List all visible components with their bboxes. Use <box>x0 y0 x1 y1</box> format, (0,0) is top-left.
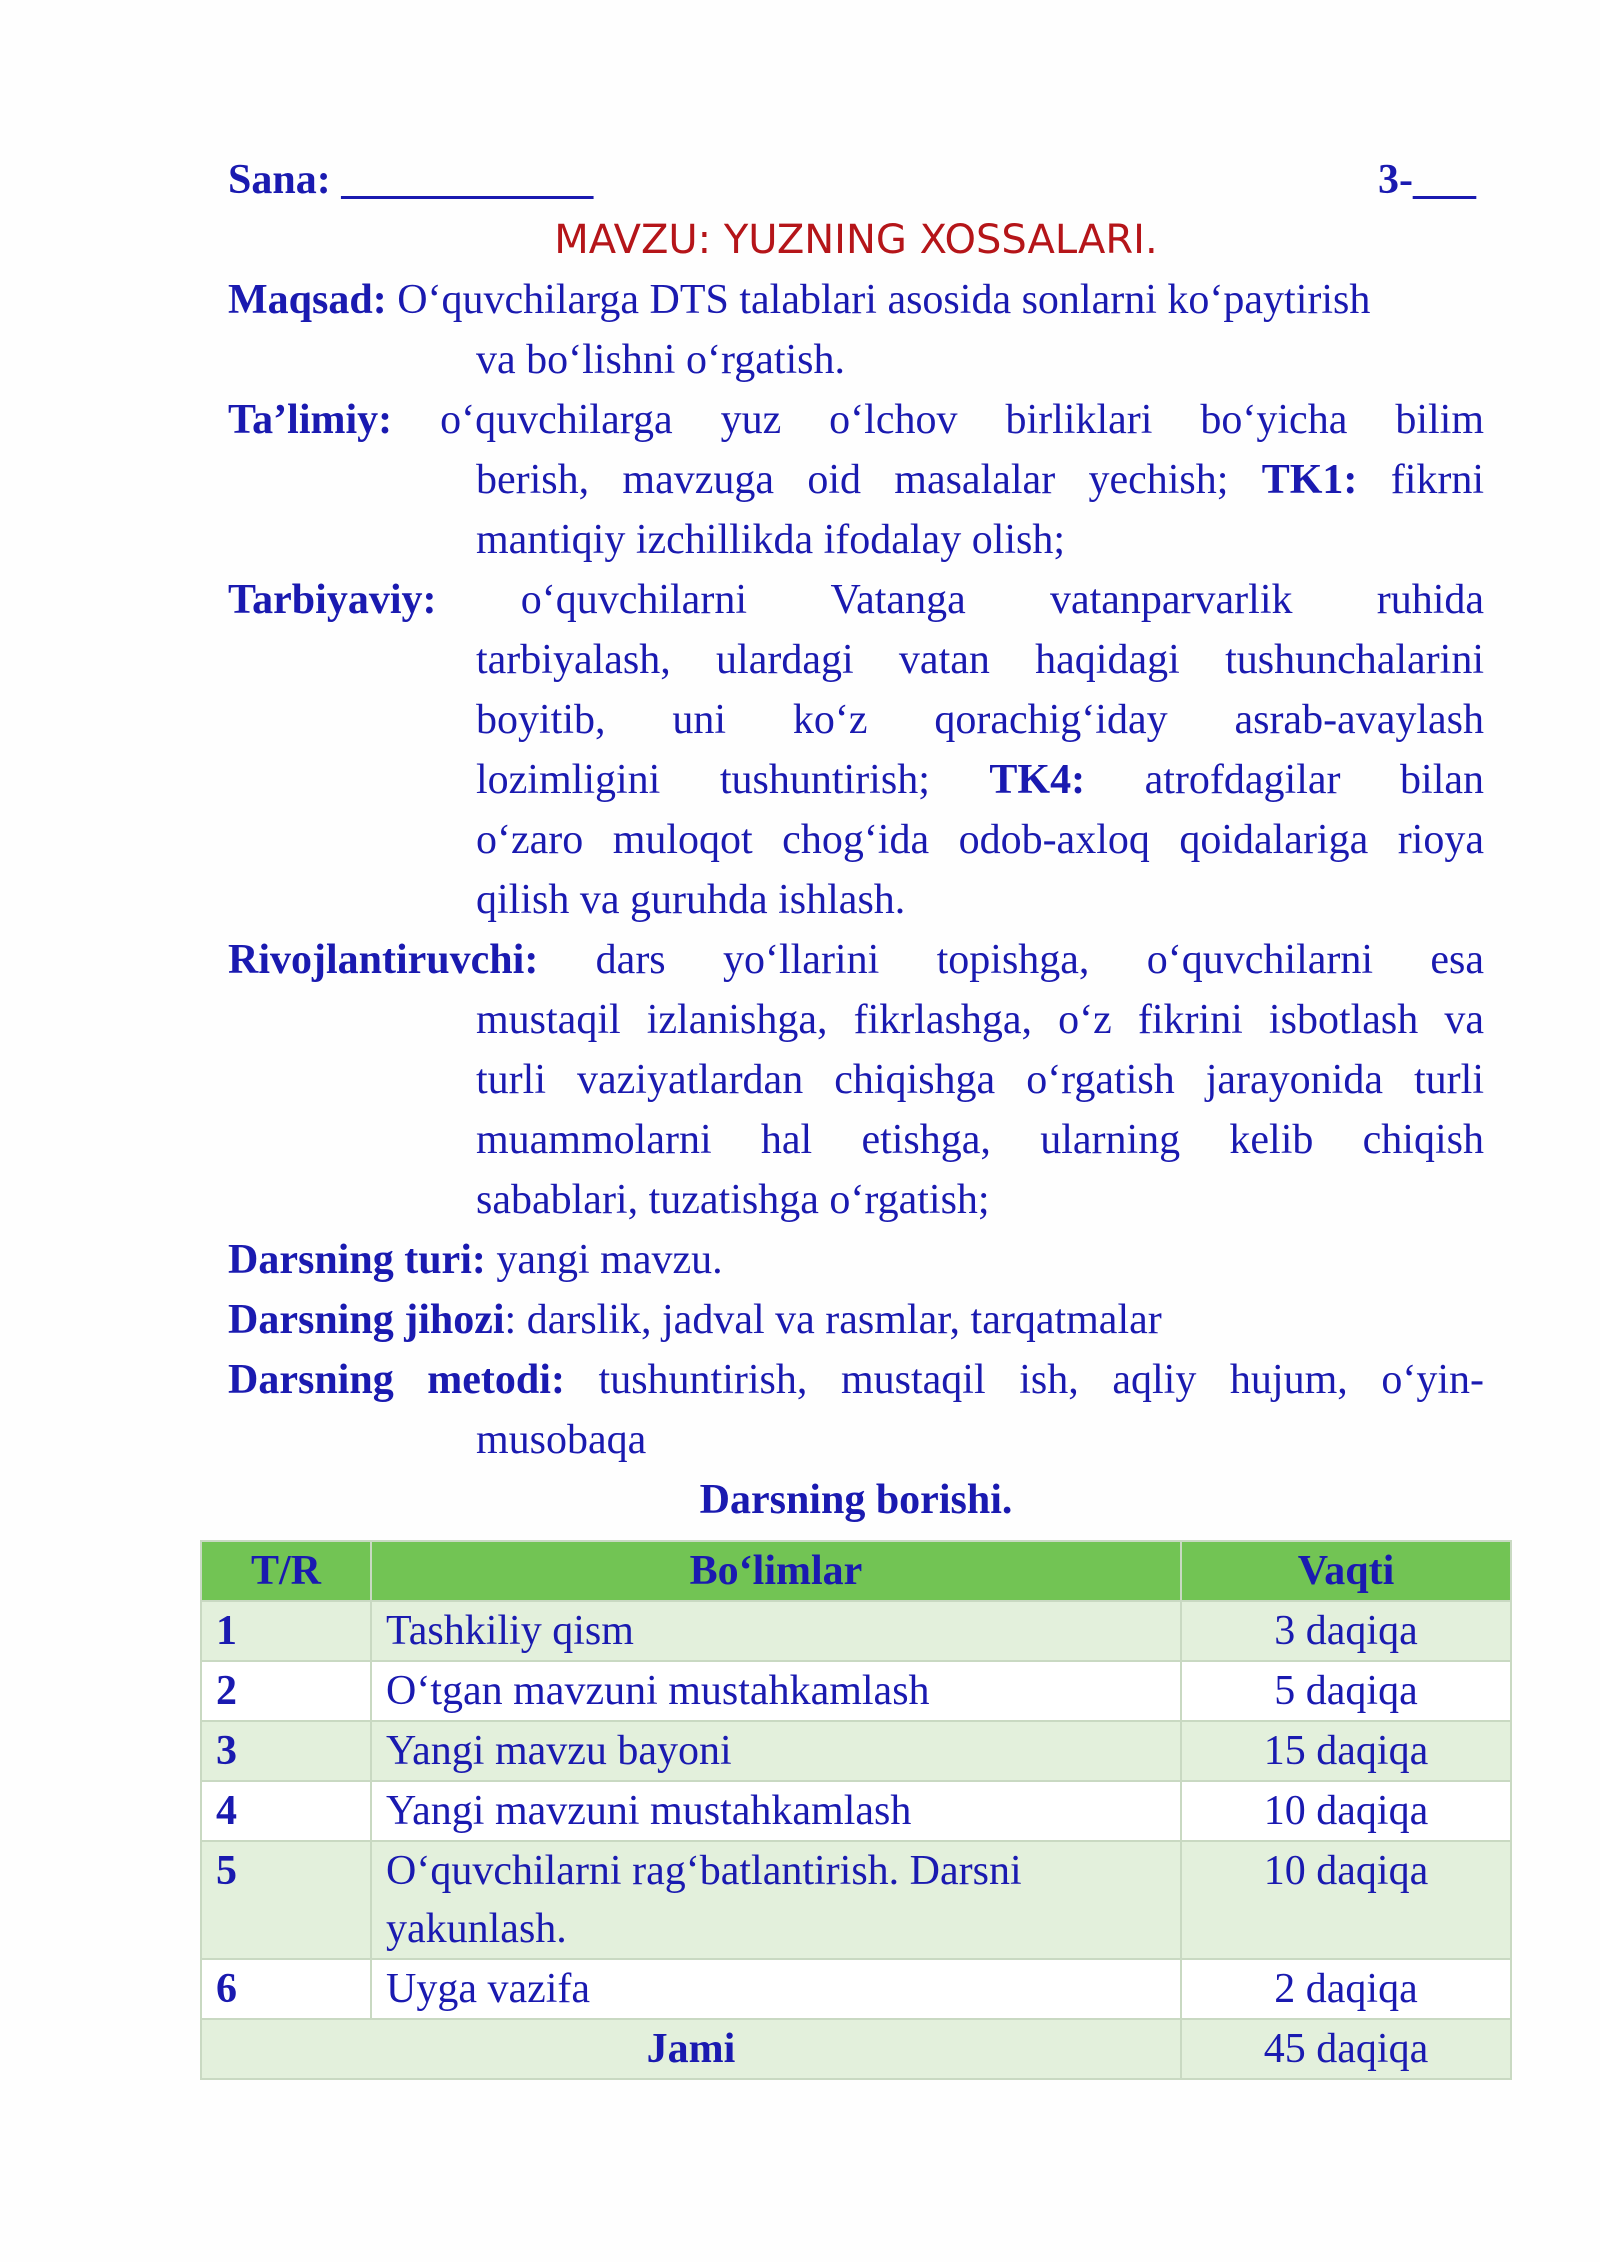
table-row <box>201 1841 1511 1959</box>
row-number: 5 <box>201 1841 371 1959</box>
talimiy-section <box>228 390 1484 570</box>
header-row <box>228 150 1484 210</box>
total-time: 45 daqiqa <box>1181 2019 1511 2079</box>
header-time: Vaqti <box>1181 1541 1511 1601</box>
rivojlantiruvchi-text-3: turli vaziyatlardan chiqishga o‘rgatish jarayonida turli <box>476 1057 1484 1103</box>
maqsad-label: Maqsad: <box>228 277 387 323</box>
row-section: Uyga vazifa <box>371 1959 1181 2019</box>
lesson-plan-body <box>228 150 1484 1530</box>
table-row <box>201 1601 1511 1661</box>
lesson-plan-table <box>200 1540 1512 2080</box>
table-row <box>201 1959 1511 2019</box>
rivojlantiruvchi-label: Rivojlantiruvchi: <box>228 937 539 983</box>
row-time: 10 daqiqa <box>1181 1841 1511 1959</box>
jihozi-section <box>228 1290 1484 1350</box>
maqsad-text-2: va bo‘lishni o‘rgatish. <box>476 337 846 383</box>
row-time: 10 daqiqa <box>1181 1781 1511 1841</box>
date-label: Sana: <box>228 157 331 203</box>
rivojlantiruvchi-text-2: mustaqil izlanishga, fikrlashga, o‘z fikrini isbotlash va <box>476 997 1484 1043</box>
table-total-row <box>201 2019 1511 2079</box>
turi-section <box>228 1230 1484 1290</box>
row-number: 1 <box>201 1601 371 1661</box>
tarbiyaviy-text-6: qilish va guruhda ishlash. <box>476 877 906 923</box>
tarbiyaviy-text-5: o‘zaro muloqot chog‘ida odob-axloq qoidalariga rioya <box>476 817 1484 863</box>
jihozi-label: Darsning jihozi <box>228 1297 505 1343</box>
row-section: Yangi mavzuni mustahkamlash <box>371 1781 1181 1841</box>
talimiy-text-2b: fikrni <box>1390 457 1485 503</box>
lesson-flow-title: Darsning borishi. <box>699 1477 1013 1523</box>
row-number: 2 <box>201 1661 371 1721</box>
row-time: 15 daqiqa <box>1181 1721 1511 1781</box>
lesson-number: 3-___ <box>1378 157 1476 203</box>
row-number: 6 <box>201 1959 371 2019</box>
rivojlantiruvchi-text-1: dars yo‘llarini topishga, o‘quvchilarni esa <box>595 937 1484 983</box>
row-number: 3 <box>201 1721 371 1781</box>
header-tr: T/R <box>201 1541 371 1601</box>
jihozi-text: : darslik, jadval va rasmlar, tarqatmalar <box>504 1297 1162 1343</box>
total-label: Jami <box>201 2019 1181 2079</box>
metodi-label: Darsning metodi: <box>228 1357 565 1403</box>
row-number: 4 <box>201 1781 371 1841</box>
table-row <box>201 1721 1511 1781</box>
topic-title: MAVZU: YUZNING XOSSALARI. <box>554 217 1158 263</box>
row-section: Yangi mavzu bayoni <box>371 1721 1181 1781</box>
talimiy-text-2a: berish, mavzuga oid masalalar yechish; <box>476 457 1229 503</box>
row-time: 2 daqiqa <box>1181 1959 1511 2019</box>
tarbiyaviy-section <box>228 570 1484 930</box>
tk1-label: TK1: <box>1261 457 1358 503</box>
talimiy-text-3: mantiqiy izchillikda ifodalay olish; <box>476 517 1066 563</box>
date-blank: ____________ <box>341 157 594 203</box>
table-row <box>201 1781 1511 1841</box>
maqsad-section <box>228 270 1484 390</box>
tarbiyaviy-text-4a: lozimligini tushuntirish; <box>476 757 930 803</box>
maqsad-text-1: O‘quvchilarga DTS talablari asosida sonlarni ko‘paytirish <box>397 277 1371 323</box>
tk4-label: TK4: <box>989 757 1086 803</box>
metodi-text-2: musobaqa <box>476 1417 647 1463</box>
row-section: O‘tgan mavzuni mustahkamlash <box>371 1661 1181 1721</box>
metodi-text-1: tushuntirish, mustaqil ish, aqliy hujum, o‘yin- <box>598 1357 1484 1403</box>
row-section: O‘quvchilarni rag‘batlantirish. Darsni yakunlash. <box>371 1841 1181 1959</box>
tarbiyaviy-text-1: o‘quvchilarni Vatanga vatanparvarlik ruhida <box>520 577 1485 623</box>
date-line <box>228 150 593 210</box>
header-sections: Bo‘limlar <box>371 1541 1181 1601</box>
rivojlantiruvchi-section <box>228 930 1484 1230</box>
row-time: 5 daqiqa <box>1181 1661 1511 1721</box>
table-row <box>201 1661 1511 1721</box>
tarbiyaviy-text-2: tarbiyalash, ulardagi vatan haqidagi tushunchalarini <box>476 637 1484 683</box>
tarbiyaviy-label: Tarbiyaviy: <box>228 577 437 623</box>
rivojlantiruvchi-text-5: sabablari, tuzatishga o‘rgatish; <box>476 1177 990 1223</box>
tarbiyaviy-text-3: boyitib, uni ko‘z qorachig‘iday asrab-avaylash <box>476 697 1484 743</box>
turi-label: Darsning turi: <box>228 1237 486 1283</box>
row-time: 3 daqiqa <box>1181 1601 1511 1661</box>
rivojlantiruvchi-text-4: muammolarni hal etishga, ularning kelib chiqish <box>476 1117 1484 1163</box>
tarbiyaviy-text-4b: atrofdagilar bilan <box>1144 757 1485 803</box>
turi-text: yangi mavzu. <box>496 1237 723 1283</box>
table-header-row <box>201 1541 1511 1601</box>
talimiy-label: Ta’limiy: <box>228 397 393 443</box>
talimiy-text-1: o‘quvchilarga yuz o‘lchov birliklari bo‘yicha bilim <box>440 397 1484 443</box>
row-section: Tashkiliy qism <box>371 1601 1181 1661</box>
metodi-section <box>228 1350 1484 1470</box>
